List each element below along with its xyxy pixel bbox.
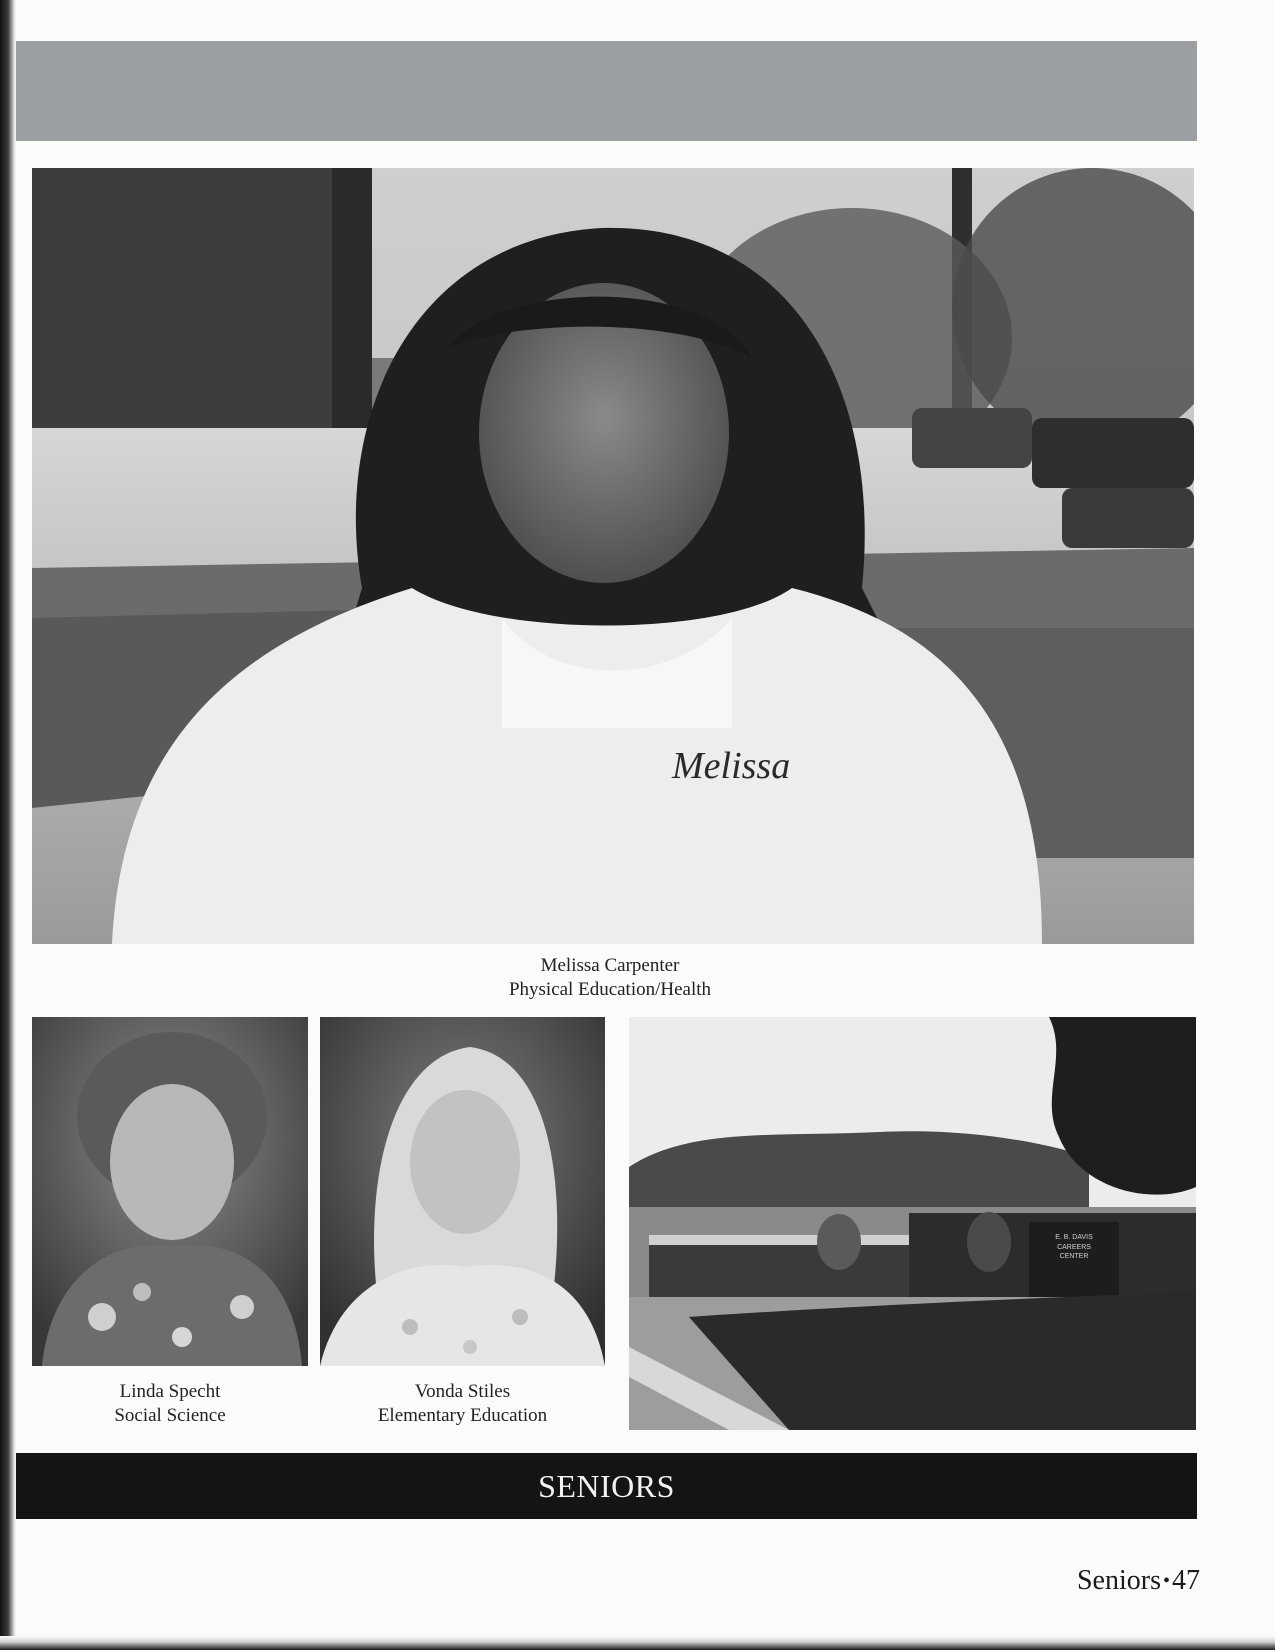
portrait-photo-linda-specht [32, 1017, 308, 1366]
campus-sign-line-3: CENTER [1059, 1253, 1089, 1260]
section-title-bar [16, 1453, 1197, 1519]
portrait-major-1: Social Science [114, 1405, 226, 1426]
featured-photo [32, 168, 1194, 944]
campus-sign-line-1: E. B. DAVIS [1055, 1234, 1093, 1241]
page-number: 47 [1172, 1565, 1200, 1596]
featured-caption [400, 954, 820, 1002]
featured-name: Melissa Carpenter [540, 955, 680, 976]
page-folio [1077, 1565, 1200, 1597]
folio-label: Seniors [1076, 1565, 1161, 1596]
page-bottom-shadow [0, 1636, 1275, 1650]
folio-separator: • [1162, 1569, 1170, 1592]
portrait-photo-vonda-stiles [320, 1017, 605, 1366]
portrait-name-1: Linda Specht [119, 1381, 221, 1402]
page-binding-shadow [0, 0, 16, 1650]
campus-sign-line-2: CAREERS [1057, 1244, 1091, 1251]
section-title: SENIORS [538, 1467, 675, 1504]
header-band [16, 41, 1197, 141]
campus-building-photo [629, 1017, 1196, 1430]
portrait-caption-1 [32, 1380, 308, 1428]
portrait-name-2: Vonda Stiles [414, 1381, 511, 1402]
jacket-script-text: Melissa [672, 745, 791, 787]
featured-major: Physical Education/Health [508, 979, 712, 1000]
portrait-major-2: Elementary Education [377, 1405, 548, 1426]
portrait-caption-2 [320, 1380, 605, 1428]
